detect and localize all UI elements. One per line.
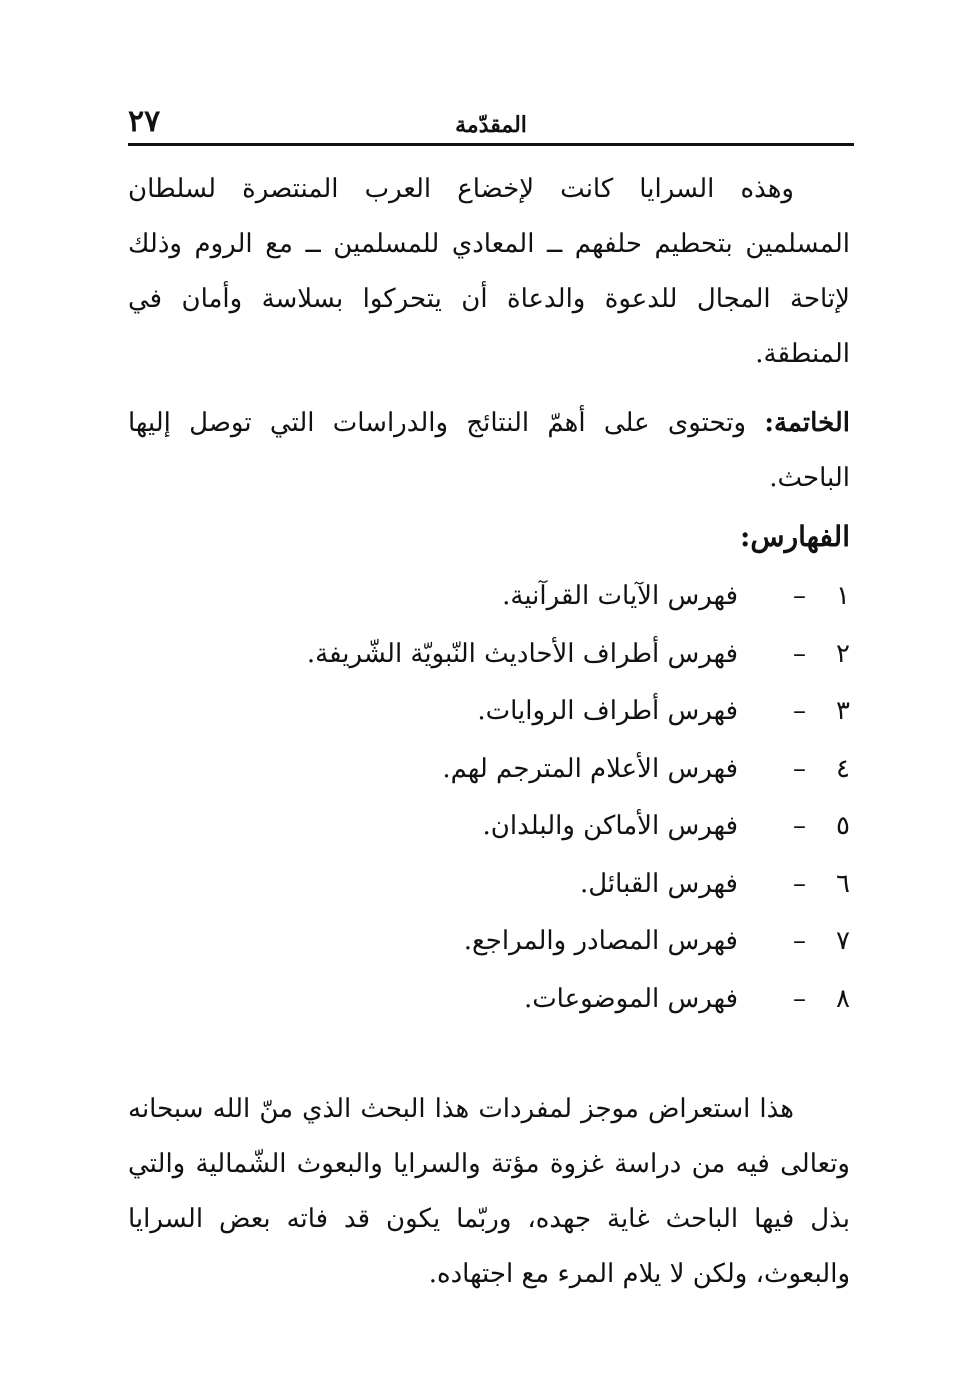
item-dash: –: [793, 868, 806, 899]
item-dash: –: [793, 638, 806, 669]
list-item: [250, 971, 850, 1029]
closing-paragraph: [128, 1082, 850, 1302]
item-dash: –: [793, 983, 806, 1014]
item-number: ٥: [836, 811, 850, 841]
item-title: فهرس القبائل.: [579, 868, 738, 899]
conclusion-text: وتحتوى على أهمّ النتائج والدراسات التي توصل إليها الباحث.: [128, 408, 850, 493]
item-number: ٣: [836, 696, 850, 726]
conclusion-paragraph: [128, 396, 850, 506]
item-number: ١: [836, 581, 850, 611]
item-title: فهرس الآيات القرآنية.: [502, 581, 738, 611]
item-dash: –: [793, 811, 806, 841]
item-number: ٢: [836, 638, 850, 669]
item-title: فهرس المصادر والمراجع.: [463, 926, 738, 956]
intro-paragraph-text: وهذه السرايا كانت لإخضاع العرب المنتصرة لسلطان المسلمين بتحطيم حلفهم ــ المعادي للمسلمين ــ مع الروم وذلك لإتاحة المجال للدعوة والدعاة أن يتحركوا بسلاسة وأمان في المنطقة.: [128, 174, 850, 369]
conclusion-label: الخاتمة:: [764, 408, 850, 438]
item-dash: –: [793, 696, 806, 726]
item-dash: –: [793, 926, 806, 956]
indexes-list: [250, 568, 850, 1028]
item-title: فهرس الأماكن والبلدان.: [482, 811, 738, 841]
page-header: [128, 98, 854, 146]
indexes-heading: الفهارس:: [740, 520, 850, 553]
list-item: [250, 798, 850, 856]
item-title: فهرس الأعلام المترجم لهم.: [442, 753, 738, 784]
header-rule: [128, 143, 854, 146]
item-dash: –: [793, 581, 806, 611]
closing-paragraph-text: هذا استعراض موجز لمفردات هذا البحث الذي منّ الله سبحانه وتعالى فيه من دراسة غزوة مؤتة والسرايا والبعوث الشّمالية والتي بذل فيها الباحث غاية جهده، وربّما يكون قد فاته بعض السرايا والبعوث، ولكن لا يلام المرء مع اجتهاده.: [128, 1094, 850, 1289]
list-item: [250, 913, 850, 971]
item-title: فهرس أطراف الأحاديث النّبويّة الشّريفة.: [306, 638, 738, 669]
item-number: ٨: [836, 983, 850, 1014]
list-item: [250, 683, 850, 741]
item-number: ٤: [836, 753, 850, 784]
intro-paragraph: [128, 162, 850, 382]
item-title: فهرس أطراف الروايات.: [477, 696, 738, 726]
list-item: [250, 568, 850, 626]
item-dash: –: [793, 753, 806, 784]
item-number: ٧: [836, 926, 850, 956]
list-item: [250, 856, 850, 914]
running-title: المقدّمة: [455, 112, 527, 138]
list-item: [250, 626, 850, 684]
item-title: فهرس الموضوعات.: [523, 983, 738, 1014]
item-number: ٦: [836, 868, 850, 899]
list-item: [250, 741, 850, 799]
page-number: ٢٧: [128, 104, 161, 139]
